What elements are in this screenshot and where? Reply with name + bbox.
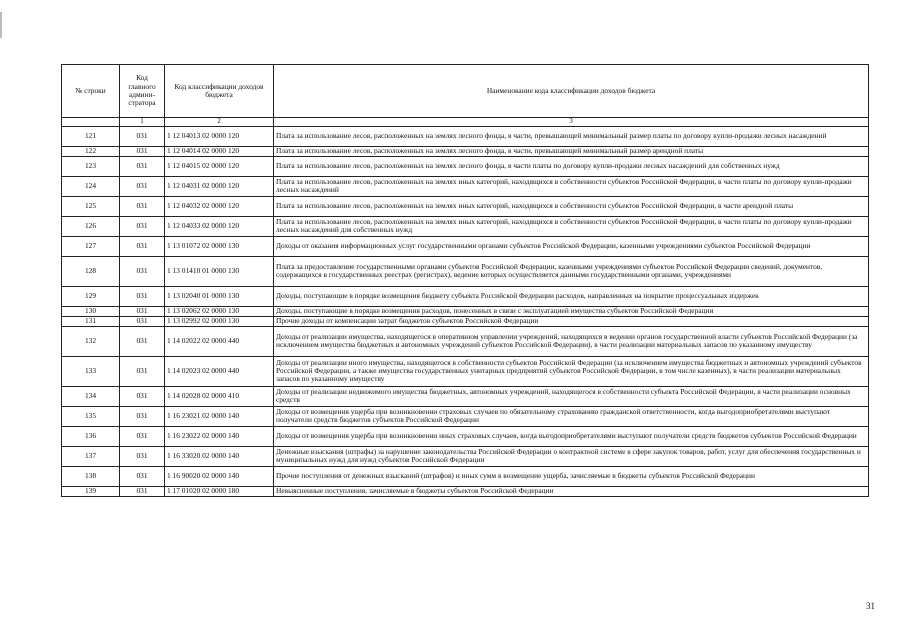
table-row <box>62 256 869 286</box>
classification-code-cell: 1 13 01072 02 0000 130 <box>165 236 274 256</box>
classification-code-cell: 1 16 90020 02 0000 140 <box>165 466 274 486</box>
code-name-cell: Прочие поступления от денежных взысканий (штрафов) и иных сумм в возмещение ущерба, зачисляемые в бюджеты субъектов Российской Федерации <box>274 466 869 486</box>
column-index-empty <box>62 118 120 127</box>
table-row <box>62 466 869 486</box>
classification-code-cell: 1 12 04031 02 0000 120 <box>165 176 274 196</box>
column-index-row <box>62 118 869 127</box>
row-number-cell: 130 <box>62 306 120 316</box>
table-row <box>62 306 869 316</box>
admin-code-cell: 031 <box>120 146 165 156</box>
code-name-cell: Плата за использование лесов, расположенных на землях лесного фонда, в части платы по договору купли-продажи лесных насаждений для собственных нужд <box>274 156 869 176</box>
code-name-cell: Плата за использование лесов, расположенных на землях иных категорий, находящихся в собственности субъектов Российской Федерации, в части платы по договору купли-продажи лесных насаждений для собственных нужд <box>274 216 869 236</box>
classification-code-cell: 1 12 04013 02 0000 120 <box>165 126 274 146</box>
row-number-cell: 138 <box>62 466 120 486</box>
row-number-cell: 133 <box>62 356 120 386</box>
table-row <box>62 316 869 326</box>
row-number-cell: 134 <box>62 386 120 406</box>
admin-code-cell: 031 <box>120 176 165 196</box>
classification-code-cell: 1 12 04032 02 0000 120 <box>165 196 274 216</box>
code-name-cell: Доходы от оказания информационных услуг государственными органами субъектов Российской Федерации, казенными учреждениями субъектов Российской Федерации <box>274 236 869 256</box>
page-number: 31 <box>866 601 875 611</box>
table-header-row <box>62 65 869 118</box>
classification-code-cell: 1 13 02992 02 0000 130 <box>165 316 274 326</box>
admin-code-cell: 031 <box>120 426 165 446</box>
table-row <box>62 486 869 496</box>
classification-code-cell: 1 12 04015 02 0000 120 <box>165 156 274 176</box>
row-number-cell: 121 <box>62 126 120 146</box>
admin-code-cell: 031 <box>120 466 165 486</box>
row-number-cell: 137 <box>62 446 120 466</box>
row-number-cell: 135 <box>62 406 120 426</box>
table-row <box>62 286 869 306</box>
code-name-cell: Денежные взыскания (штрафы) за нарушение законодательства Российской Федерации о контрактной системе в сфере закупок товаров, работ, услуг для обеспечения государственных и муниципальных нужд для нужд субъектов Российской Федерации <box>274 446 869 466</box>
code-name-cell: Плата за использование лесов, расположенных на землях иных категорий, находящихся в собственности субъектов Российской Федерации, в части платы по договору купли-продажи лесных насаждений <box>274 176 869 196</box>
table-row <box>62 156 869 176</box>
table-row <box>62 236 869 256</box>
header-code-name: Наименование кода классификации доходов бюджета <box>274 65 869 118</box>
code-name-cell: Плата за предоставление государственными органами субъектов Российской Федерации, казенными учреждениями субъектов Российской Федерации сведений, документов, содержащихся в государственных реестрах (регистрах), ведение которых осуществляется данными государственными органами, учреждениями <box>274 256 869 286</box>
code-name-cell: Доходы от реализации иного имущества, находящегося в собственности субъектов Российской Федерации (за исключением имущества бюджетных и автономных учреждений субъектов Российской Федерации, а также имущества государственных унитарных предприятий субъектов Российской Федерации, в том числе казенных), в части реализации материальных запасов по указанному имуществу <box>274 356 869 386</box>
table-row <box>62 426 869 446</box>
column-index: 2 <box>165 118 274 127</box>
classification-code-cell: 1 12 04033 02 0000 120 <box>165 216 274 236</box>
code-name-cell: Невыясненные поступления, зачисляемые в бюджеты субъектов Российской Федерации <box>274 486 869 496</box>
admin-code-cell: 031 <box>120 386 165 406</box>
admin-code-cell: 031 <box>120 406 165 426</box>
table-row <box>62 326 869 356</box>
code-name-cell: Доходы, поступающие в порядке возмещения бюджету субъекта Российской Федерации расходов, направленных на покрытие процессуальных издержек <box>274 286 869 306</box>
classification-code-cell: 1 13 01410 01 0000 130 <box>165 256 274 286</box>
revenue-codes-table <box>61 64 869 497</box>
code-name-cell: Плата за использование лесов, расположенных на землях иных категорий, находящихся в собственности субъектов Российской Федерации, в части арендной платы <box>274 196 869 216</box>
classification-code-cell: 1 17 01020 02 0000 180 <box>165 486 274 496</box>
admin-code-cell: 031 <box>120 256 165 286</box>
classification-code-cell: 1 16 23022 02 0000 140 <box>165 426 274 446</box>
admin-code-cell: 031 <box>120 126 165 146</box>
classification-code-cell: 1 14 02022 02 0000 440 <box>165 326 274 356</box>
classification-code-cell: 1 13 02062 02 0000 130 <box>165 306 274 316</box>
code-name-cell: Плата за использование лесов, расположенных на землях лесного фонда, в части, превышающей минимальный размер платы по договору купли-продажи лесных насаждений <box>274 126 869 146</box>
admin-code-cell: 031 <box>120 196 165 216</box>
table-row <box>62 386 869 406</box>
classification-code-cell: 1 12 04014 02 0000 120 <box>165 146 274 156</box>
code-name-cell: Доходы от возмещения ущерба при возникновении иных страховых случаев, когда выгодоприобретателями выступают получатели средств бюджетов субъектов Российской Федерации <box>274 426 869 446</box>
admin-code-cell: 031 <box>120 156 165 176</box>
row-number-cell: 123 <box>62 156 120 176</box>
classification-code-cell: 1 16 33020 02 0000 140 <box>165 446 274 466</box>
row-number-cell: 128 <box>62 256 120 286</box>
header-row-number: № строки <box>62 65 120 118</box>
admin-code-cell: 031 <box>120 316 165 326</box>
row-number-cell: 131 <box>62 316 120 326</box>
admin-code-cell: 031 <box>120 236 165 256</box>
table-row <box>62 146 869 156</box>
row-number-cell: 124 <box>62 176 120 196</box>
row-number-cell: 127 <box>62 236 120 256</box>
row-number-cell: 125 <box>62 196 120 216</box>
header-classification-code: Код классификации доходов бюджета <box>165 65 274 118</box>
admin-code-cell: 031 <box>120 216 165 236</box>
column-index: 3 <box>274 118 869 127</box>
code-name-cell: Доходы от реализации недвижимого имущества бюджетных, автономных учреждений, находящегося в собственности субъекта Российской Федерации, в части реализации основных средств <box>274 386 869 406</box>
row-number-cell: 129 <box>62 286 120 306</box>
admin-code-cell: 031 <box>120 326 165 356</box>
admin-code-cell: 031 <box>120 446 165 466</box>
table-row <box>62 356 869 386</box>
code-name-cell: Доходы от возмещения ущерба при возникновении страховых случаев по обязательному страхованию гражданской ответственности, когда выгодоприобретателями выступают получатели средств бюджетов субъектов Российской Федерации <box>274 406 869 426</box>
table-row <box>62 196 869 216</box>
classification-code-cell: 1 14 02023 02 0000 440 <box>165 356 274 386</box>
scan-edge-mark <box>0 12 2 38</box>
classification-code-cell: 1 14 02028 02 0000 410 <box>165 386 274 406</box>
row-number-cell: 132 <box>62 326 120 356</box>
column-index: 1 <box>120 118 165 127</box>
admin-code-cell: 031 <box>120 286 165 306</box>
admin-code-cell: 031 <box>120 486 165 496</box>
code-name-cell: Плата за использование лесов, расположенных на землях лесного фонда, в части, превышающей минимальный размер арендной платы <box>274 146 869 156</box>
table-row <box>62 446 869 466</box>
header-admin-code: Код главного админи-стратора <box>120 65 165 118</box>
row-number-cell: 139 <box>62 486 120 496</box>
table-row <box>62 126 869 146</box>
admin-code-cell: 031 <box>120 306 165 316</box>
row-number-cell: 136 <box>62 426 120 446</box>
classification-code-cell: 1 16 23021 02 0000 140 <box>165 406 274 426</box>
table-row <box>62 406 869 426</box>
table-row <box>62 176 869 196</box>
table-row <box>62 216 869 236</box>
row-number-cell: 126 <box>62 216 120 236</box>
row-number-cell: 122 <box>62 146 120 156</box>
classification-code-cell: 1 13 02040 01 0000 130 <box>165 286 274 306</box>
code-name-cell: Доходы, поступающие в порядке возмещения расходов, понесенных в связи с эксплуатацией имущества субъектов Российской Федерации <box>274 306 869 316</box>
code-name-cell: Доходы от реализации имущества, находящегося в оперативном управлении учреждений, находящихся в ведении органов государственной власти субъектов Российской Федерации (за исключением имущества бюджетных и автономных учреждений субъектов Российской Федерации), в части реализации материальных запасов по указанному имуществу <box>274 326 869 356</box>
admin-code-cell: 031 <box>120 356 165 386</box>
code-name-cell: Прочие доходы от компенсации затрат бюджетов субъектов Российской Федерации <box>274 316 869 326</box>
